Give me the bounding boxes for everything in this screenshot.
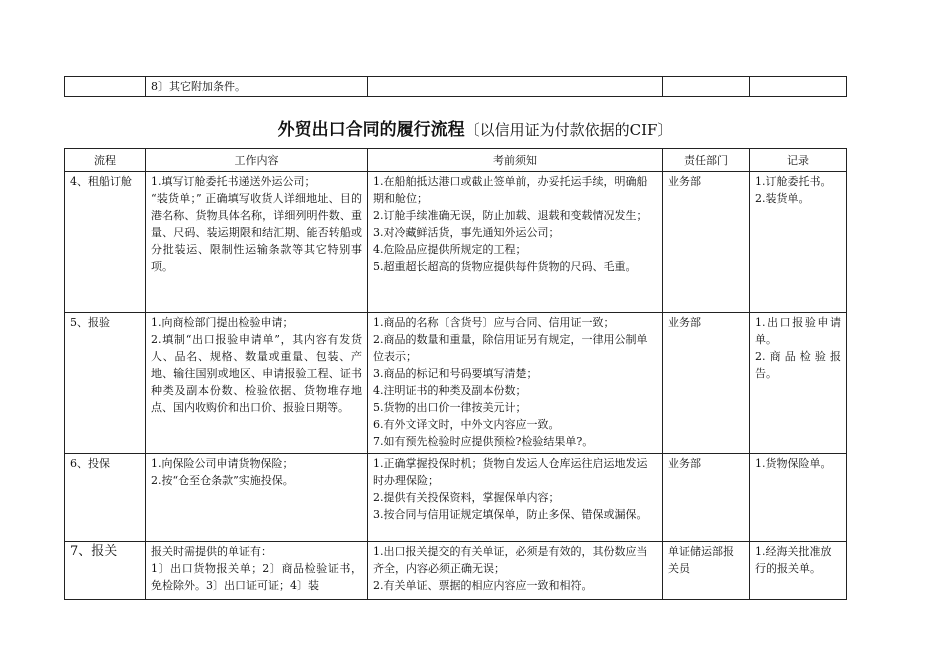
cell-record [750,172,847,313]
title-sub: 〔以信用证为付款依据的CIF〕 [464,121,673,139]
record-line: 2.装货单。 [755,192,810,205]
cell-dept [663,77,750,97]
cell-work [146,172,368,313]
note-line: 3.按合同与信用证规定填保单，防止多保、错保或漏保。 [373,508,648,521]
work-line: 2.按“仓至仓条款”实施投保。 [151,474,294,487]
note-line: 3.商品的标记和号码要填写清楚； [373,367,538,380]
cell-work: 8〕其它附加条件。 [146,77,368,97]
cell-work [146,454,368,542]
record-line: 1.出口报验申请单。 [755,316,841,346]
page-title [0,118,950,142]
cell-dept: 单证储运部报关员 [663,542,750,600]
continuation-table [64,76,847,97]
record-line: 1.货物保险单。 [755,457,832,470]
work-line: “装货单；” 正确填写收货人详细地址、目的港名称、货物具体名称，详细列明件数、重量、尺码、装运期限和结汇期、能否转船或分批装运、限制性运输条款等其它特别事项。 [151,192,362,273]
header-process: 流程 [65,149,146,172]
cell-process: 6、投保 [65,454,146,542]
header-dept: 责任部门 [663,149,750,172]
table-row [65,313,847,454]
note-line: 4.注明证书的种类及副本份数； [373,384,527,397]
header-work: 工作内容 [146,149,368,172]
cell-work [146,313,368,454]
note-line: 5.超重超长超高的货物应提供每件货物的尺码、毛重。 [373,260,637,273]
work-line: 报关时需提供的单证有： [151,545,272,558]
cell-record [750,454,847,542]
note-line: 1.正确掌握投保时机；货物自发运人仓库运往启运地发运时办理保险； [373,457,648,487]
cell-process: 5、报验 [65,313,146,454]
table-row [65,172,847,313]
title-main: 外贸出口合同的履行流程 [277,120,465,140]
cell-record [750,542,847,600]
cell-record [750,313,847,454]
header-notes: 考前须知 [368,149,663,172]
cell-record [750,77,847,97]
note-line: 6.有外文译文时，中外文内容应一致。 [373,418,560,431]
note-line: 2.有关单证、票据的相应内容应一致和相符。 [373,579,593,592]
note-line: 3.对冷藏鲜活货，事先通知外运公司； [373,226,560,239]
cell-dept: 业务部 [663,172,750,313]
cell-notes [368,542,663,600]
header-record: 记录 [750,149,847,172]
header-row [65,149,847,172]
work-line: 1.向保险公司申请货物保险； [151,457,294,470]
cell-process [65,77,146,97]
table-row [65,454,847,542]
record-line: 1.经海关批准放行的报关单。 [755,545,832,575]
record-line: 2.商品检验报告。 [755,350,841,380]
cell-process: 7、报关 [65,542,146,600]
table-row [65,77,847,97]
cell-process: 4、租船订舱 [65,172,146,313]
note-line: 1.在船舶抵达港口或截止签单前，办妥托运手续，明确船期和舱位； [373,175,648,205]
cell-notes [368,313,663,454]
cell-dept: 业务部 [663,454,750,542]
cell-notes [368,172,663,313]
note-line: 2.商品的数量和重量，除信用证另有规定，一律用公制单位表示； [373,333,648,363]
work-line: 2.填制“出口报验申请单”，其内容有发货人、品名、规格、数量或重量、包装、产地、输往国别或地区、申请报验工程、证书种类及副本份数、检验依据、货物堆存地点、国内收购价和出口价、报验日期等。 [151,333,362,414]
cell-notes [368,454,663,542]
note-line: 1.出口报关提交的有关单证，必须是有效的，其份数应当齐全，内容必须正确无误； [373,545,648,575]
note-line: 2.订舱手续准确无误，防止加载、退载和变载情况发生； [373,209,648,222]
note-line: 4.危险品应提供所规定的工程； [373,243,527,256]
table-row [65,542,847,600]
work-line: 1〕出口货物报关单；2〕商品检验证书，免检除外。3〕出口证可证；4〕装 [151,562,362,592]
cell-notes [368,77,663,97]
note-line: 7.如有预先检验时应提供预检?检验结果单?。 [373,435,594,448]
work-line: 1.向商检部门提出检验申请； [151,316,294,329]
note-line: 2.提供有关投保资料，掌握保单内容； [373,491,560,504]
note-line: 5.货物的出口价一律按美元计； [373,401,527,414]
work-line: 1.填写订舱委托书递送外运公司； [151,175,316,188]
cell-dept: 业务部 [663,313,750,454]
record-line: 1.订舱委托书。 [755,175,832,188]
note-line: 1.商品的名称〔含货号〕应与合同、信用证一致； [373,316,615,329]
process-table [64,148,847,600]
cell-work [146,542,368,600]
